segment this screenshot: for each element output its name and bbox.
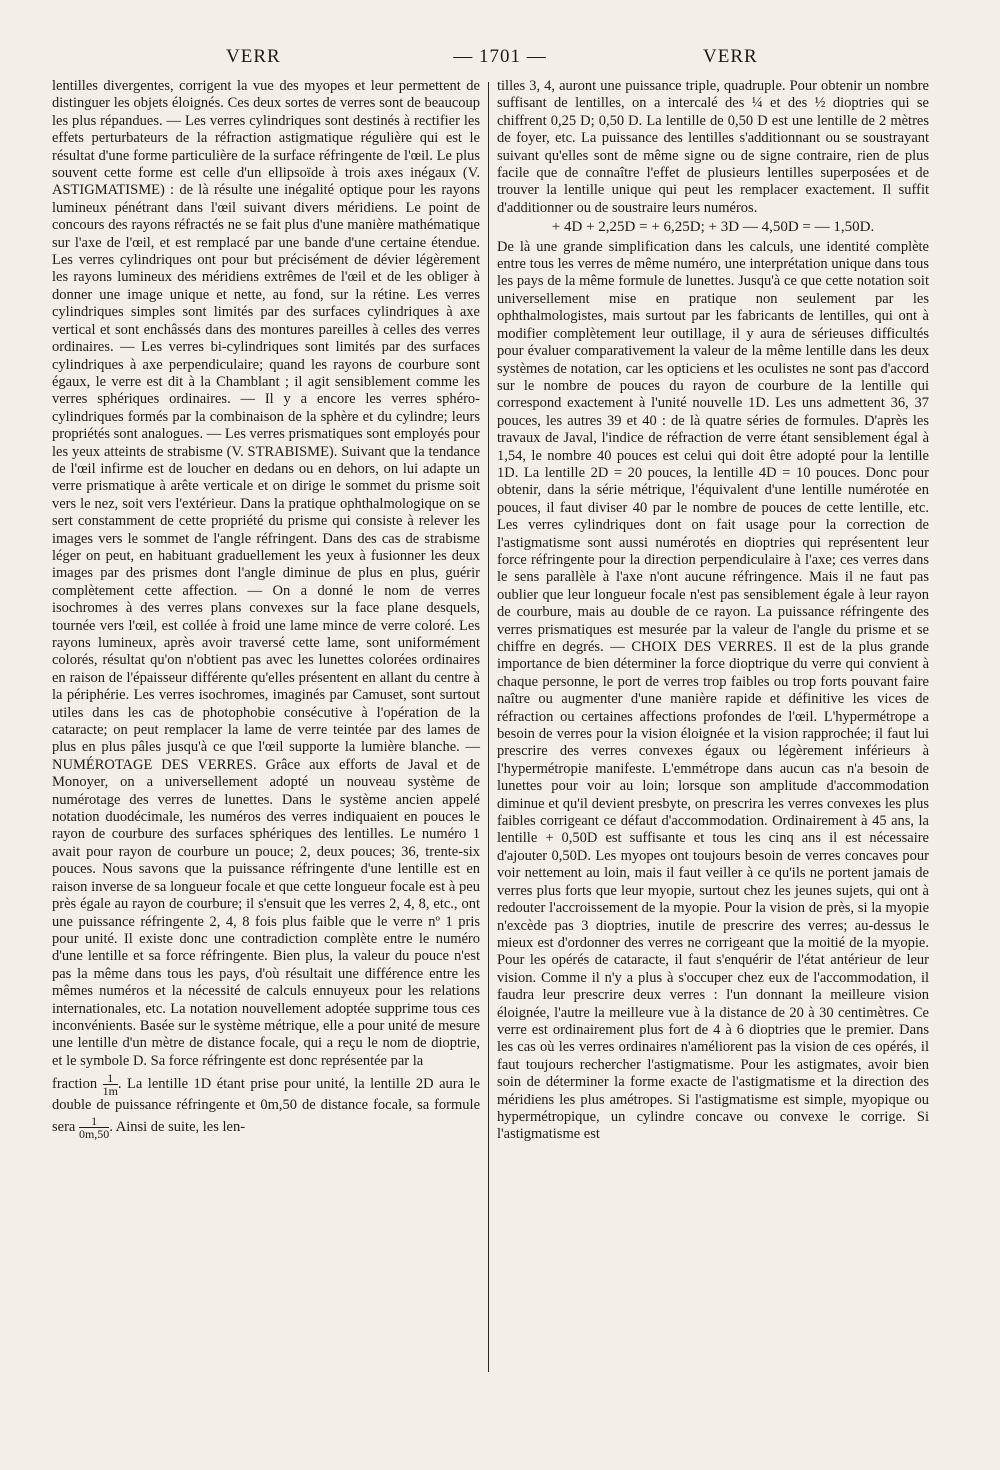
left-column-paragraph: lentilles divergentes, corrigent la vue des myopes et leur permettent de distinguer les objets éloignés. Ces deux sortes de verres sont de beaucoup les plus répandues. — Les verres cylindriques sont destinés à rectifier les effets perturbateurs de la réfraction astigmatique régulière qui est le résultat d'une forme particulière de la surface réfringente de l'œil. Le plus souvent cette forme est celle d'un ellipsoïde à trois axes inégaux (V. ASTIGMATISME) : de là résulte une inégalité optique pour les rayons lumineux pénétrant dans l'œil suivant divers méridiens. Le point de concours des rayons réfractés ne se fait plus d'une manière mathématique sur l'axe de l'œil, et est remplacé par une bande d'une certaine étendue. Les verres cylindriques ont pour but précisément de dévier légèrement les rayons lumineux des méridiens extrêmes de l'œil et de les obliger à donner une image unique et nette, au fond, sur la rétine. Les verres cylindriques simples sont limités par des surfaces cylindriques à axe vertical et sont enchâssés dans des montures pareilles à celles des verres ordinaires. — Les verres bi-cylindriques sont limités par des surfaces cylindriques à axe perpendiculaire; quand les rayons de courbure sont égaux, le verre est dit à la Chamblant ; il agit sensiblement comme les verres sphériques ordinaires. — Il y a encore les verres sphéro-cylindriques formés par la combinaison de la sphère et du cylindre; leurs propriétés sont analogues. — Les verres prismatiques sont employés pour les yeux atteints de strabisme (V. STRABISME). Suivant que la tendance de l'œil infirme est de loucher en dedans ou en dehors, on lui adapte un verre prismatique à arête verticale et on dirige le sommet du prisme soit vers le nez, soit vers l'extérieur. Dans la pratique ophthalmologique on se sert constamment de cette propriété du prisme qui consiste à relever les images vers le sommet de l'angle réfringent. Dans des cas de strabisme léger on peut, en habituant graduellement les yeux à fusionner les deux images par des prismes dont l'angle diminue de plus en plus, guérir complètement cette affection. — On a donné le nom de verres isochromes à des verres plans convexes sur la face plane desquels, tournée vers l'œil, est collée à froid une lame mince de verre coloré. Les rayons lumineux, après avoir traversé cette lame, sont uniformément colorés, résultat qu'on n'obtient pas avec les lunettes colorées ordinaires en raison de l'épaisseur différente qu'elles présentent en allant du centre à la périphérie. Les verres isochromes, imaginés par Camuset, sont surtout utiles dans les cas de photophobie consécutive à l'opération de la cataracte; on peut remplacer la lame de verre teintée par des lames de plus en plus pâles jusqu'à ce que l'œil supporte la lumière blanche. — NUMÉROTAGE DES VERRES. Grâce aux efforts de Javal et de Monoyer, on a universellement adopté un nouveau système de numérotage des verres de lunettes. Dans le système ancien appelé notation duodécimale, les numéros des verres indiquaient en pouces le rayon de courbure des surfaces sphériques des lentilles. Le numéro 1 avait pour rayon de courbure un pouce; 2, deux pouces; 36, trente-six pouces. Nous savons que la puissance réfringente d'une lentille est en raison inverse de sa longueur focale et que cette longueur focale est à peu près égale au rayon de courbure; il s'ensuit que les verres 2, 4, 8, etc., ont une puissance réfringente 2, 4, 8 fois plus faible que le verre nº 1 pris pour unité. Il existe donc une contradiction complète entre le numéro d'une lentille et sa force réfringente. Bien plus, la valeur du pouce n'est pas la même dans tous les pays, d'où résultait une différence entre les mêmes numéros et la nécessité de calculs ennuyeux pour les relations internationales, etc. La notation nouvellement adoptée supprime tous ces inconvénients. Basée sur le système métrique, elle a pour unité de mesure une lentille d'un mètre de distance focale, qui a reçu le nom de dioptrie, et le symbole D. Sa force réfringente est donc représentée par la [52,78,480,1069]
left-column-fraction-line [52,1072,480,1139]
page-number: — 1701 — [453,46,547,67]
fraction-text-continued: . La lentille 1D étant prise pour unité, la lentille 2D aura le double de puissance réfringente et 0m,50 de distance focale, sa formule sera [52,1075,480,1135]
right-column [497,78,929,1144]
running-head-right: VERR [703,46,758,67]
fraction-label: fraction [52,1075,98,1092]
column-rule [488,82,489,1372]
fraction-one-meter [103,1072,118,1097]
fraction-denominator: 0m,50 [78,1126,110,1141]
fraction-numerator: 1 [79,1115,109,1128]
left-column [52,78,480,1140]
fraction-numerator: 1 [103,1072,118,1085]
right-column-paragraph: De là une grande simplification dans les calculs, une identité complète entre tous les verres de même numéro, une interprétation unique dans tous les pays de la même formule de lunettes. Jusqu'à ce que cette notation soit universellement mise en pratique non seulement par les ophthalmologistes, mais surtout par les fabricants de lentilles, qui ont à modifier complètement leur outillage, il y aura de sérieuses difficultés pour évaluer comparativement la valeur de la même lentille dans les deux systèmes de notation, car les opticiens et les oculistes ne sont pas d'accord sur le nombre de pouces du rayon de courbure de la lentille qui correspond exactement à l'unité nouvelle 1D. Les uns admettent 36, 37 pouces, les autres 39 et 40 : de là quatre séries de formules. D'après les travaux de Javal, l'indice de réfraction de verre étant sensiblement égal à 1,54, le nombre 40 pouces est celui qui doit être adopté pour la lentille 1D. La lentille 2D = 20 pouces, la lentille 4D = 10 pouces. Donc pour obtenir, dans la série métrique, l'équivalent d'une lentille numérotée en pouces, il faut diviser 40 par le nombre de pouces de cette lentille, etc. Les verres cylindriques dont on fait usage pour la correction de l'astigmatisme sont aussi numérotés en dioptries qui représentent leur force réfringente pour la direction perpendiculaire à l'axe; ces verres dans le sens parallèle à l'axe n'ont aucune réfringence. Mais il ne faut pas oublier que leur longueur focale n'est pas sensiblement égale à leur rayon de courbure, mais au double de ce rayon. La puissance réfringente des verres prismatiques est mesurée par la valeur de l'angle du prisme et se chiffre en degrés. — CHOIX DES VERRES. Il est de la plus grande importance de bien déterminer la force dioptrique du verre qui convient à chaque personne, le port de verres trop faibles ou trop forts pouvant faire naître ou augmenter d'une manière rapide et définitive les vices de réfraction ou certaines affections profondes de l'œil. L'hypermétrope a besoin de verres pour la vision éloignée et la vision rapprochée; il faut lui prescrire des verres convexes égaux ou légèrement inférieurs à l'hypermétropie manifeste. L'emmétrope dans aucun cas n'a besoin de lunettes pour voir au loin; lorsque son amplitude d'accommodation diminue et qu'il devient presbyte, on prescrira les verres convexes les plus faibles corrigeant ce défaut d'accommodation. Ordinairement à 45 ans, la lentille + 0,50D est suffisante et tous les cinq ans il est nécessaire d'ajouter 0,50D. Les myopes ont toujours besoin de verres concaves pour voir nettement au loin, mais il faut veiller à ce qu'ils ne portent jamais de verres plus forts que leur myopie, surtout chez les jeunes sujets, qui ont à redouter l'accroissement de la myopie. Pour la vision de près, si la myopie n'excède pas 3 dioptries, inutile de prescrire des verres; au-dessus le mieux est d'ordonner des verres ne corrigeant que la moitié de la myopie. Pour les opérés de cataracte, il faut s'enquérir de l'état antérieur de leur vision. Comme il n'y a plus à s'occuper chez eux de l'accommodation, il faudra leur prescrire deux verres : l'un donnant la meilleure vision éloignée, l'autre la meilleure vue à la distance de 20 à 30 centimètres. Ce verre est ordinairement plus fort de 4 à 6 dioptries que le premier. Dans les cas où les verres ordinaires n'améliorent pas la vision de ces opérés, il faut toujours rechercher l'astigmatisme. Pour les astigmates, avoir bien soin de déterminer la forme exacte de l'astigmatisme et la direction des méridiens les plus amétropes. Si l'astigmatisme est simple, myopique ou hypermétropique, un cylindre concave ou convexe le corrige. Si l'astigmatisme est [497,238,929,1143]
fraction-half-meter [79,1115,109,1140]
fraction-text-end: . Ainsi de suite, les len- [109,1118,246,1135]
running-head-left: VERR [226,46,281,67]
right-column-paragraph: tilles 3, 4, auront une puissance triple, quadruple. Pour obtenir un nombre suffisant de lentilles, on a intercalé des ¼ et des ½ dioptries qui se chiffrent 0,25 D; 0,50 D. La lentille de 0,50 D est une lentille de 2 mètres de foyer, etc. La puissance des lentilles s'additionnant ou se soustrayant suivant qu'elles sont de même signe ou de signe contraire, rien de plus facile que de connaître l'effet de plusieurs lentilles superposées et de trouver la lentille unique qui peut les remplacer exactement. Il suffit d'additionner ou de soustraire leurs numéros. [497,78,929,216]
lens-formula: + 4D + 2,25D = + 6,25D; + 3D — 4,50D = — 1,50D. [551,219,875,236]
running-head [0,40,1000,80]
fraction-denominator: 1m [102,1084,118,1099]
